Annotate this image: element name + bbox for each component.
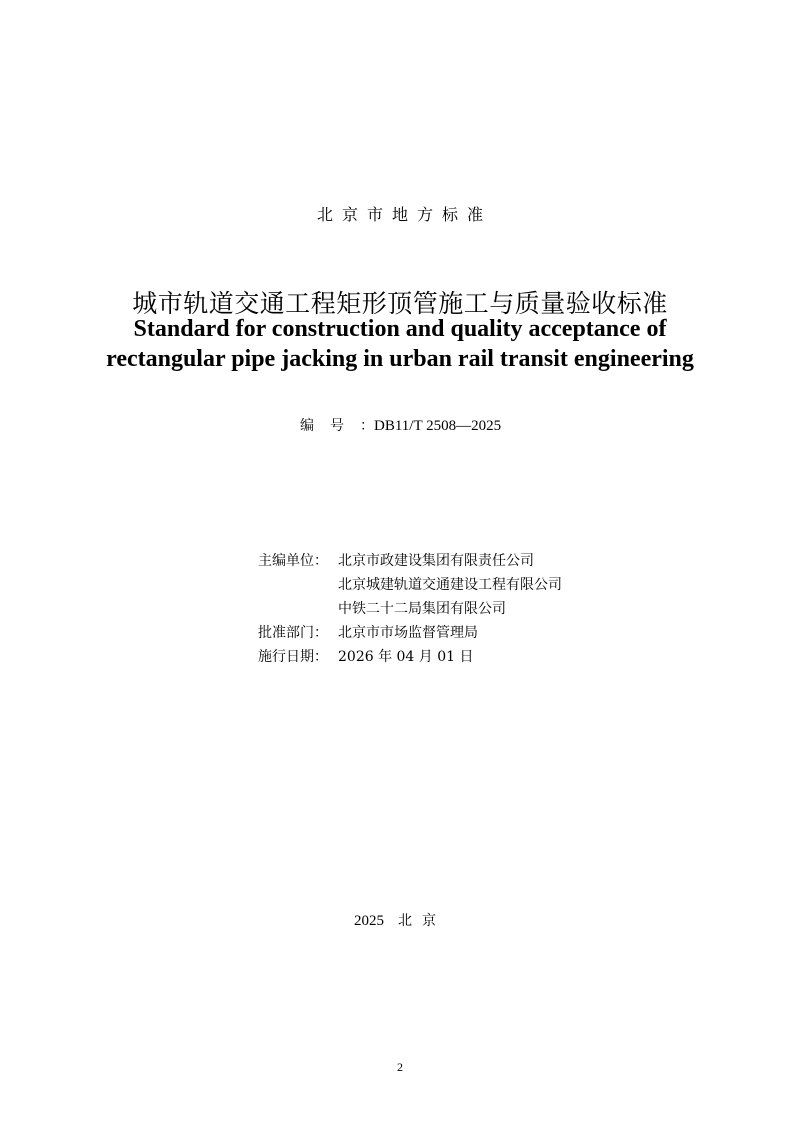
standard-code-label: 编号 — [300, 418, 360, 434]
editor-label: 主编单位： — [258, 553, 328, 569]
editor-organization: 北京城建轨道交通建设工程有限公司 — [338, 577, 562, 593]
effective-date-row — [258, 645, 562, 669]
standard-code-separator: ： — [360, 418, 374, 434]
standard-code-value: DB11/T 2508—2025 — [374, 418, 502, 434]
page-number: 2 — [397, 1060, 403, 1074]
standard-code — [300, 415, 501, 435]
approver-label: 批准部门： — [258, 625, 328, 641]
approver-row — [258, 621, 562, 645]
effective-date-value: 2026 年 04 月 01 日 — [338, 649, 474, 665]
series-label: 北京市地方标准 — [316, 205, 492, 224]
title-english-line-2: rectangular pipe jacking in urban rail transit engineering — [106, 346, 694, 372]
editor-row — [258, 597, 562, 621]
publication-year: 2025 — [354, 913, 384, 929]
publication-footer — [0, 910, 800, 930]
editor-organization: 中铁二十二局集团有限公司 — [338, 601, 506, 617]
editor-row — [258, 573, 562, 597]
approver-value: 北京市市场监督管理局 — [338, 625, 478, 641]
document-info — [258, 549, 562, 669]
editor-row — [258, 549, 562, 573]
title-english-line-1: Standard for construction and quality acceptance of — [133, 316, 667, 342]
title-chinese: 城市轨道交通工程矩形顶管施工与质量验收标准 — [132, 289, 668, 318]
editor-organization: 北京市政建设集团有限责任公司 — [338, 553, 534, 569]
publication-city: 北京 — [398, 913, 446, 929]
effective-date-label: 施行日期： — [258, 649, 328, 665]
